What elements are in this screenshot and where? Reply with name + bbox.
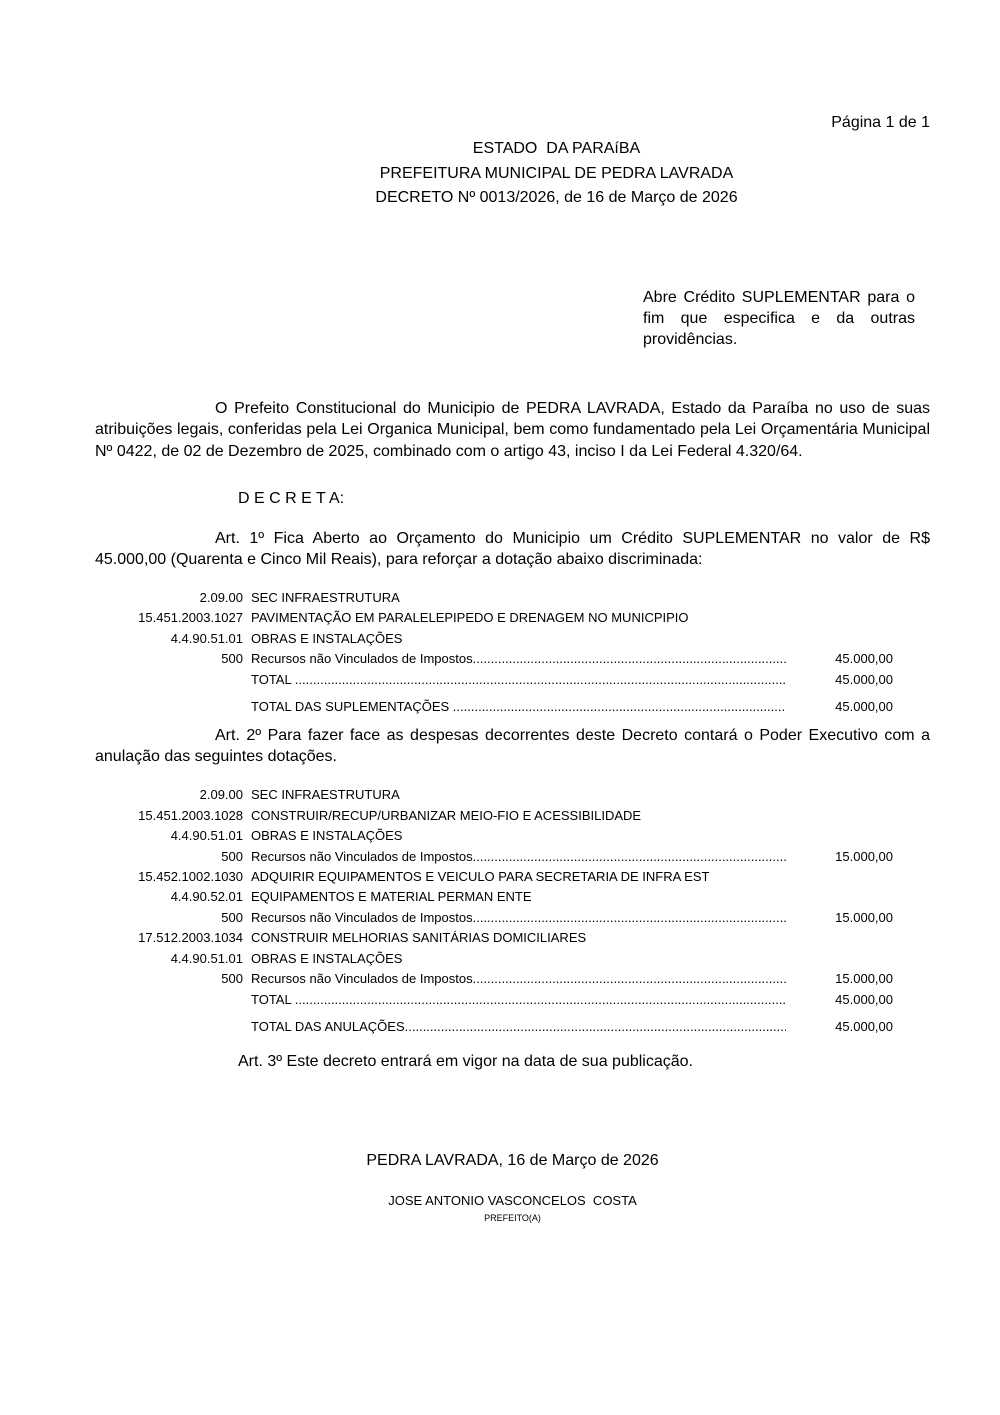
- signer-role: PREFEITO(A): [484, 1213, 541, 1224]
- table-row: [95, 629, 893, 649]
- row-description: Recursos não Vinculados de Impostos: [251, 971, 473, 987]
- row-description: OBRAS E INSTALAÇÕES: [251, 950, 403, 966]
- page-indicator: Página 1 de 1: [831, 114, 930, 131]
- row-value: 15.000,00: [835, 971, 893, 987]
- row-description: Recursos não Vinculados de Impostos: [251, 909, 473, 925]
- row-description: Recursos não Vinculados de Impostos: [251, 651, 473, 667]
- row-description: SEC INFRAESTRUTURA: [251, 590, 400, 605]
- row-value: 45.000,00: [835, 651, 893, 667]
- preamble-paragraph: O Prefeito Constitucional do Municipio de PEDRA LAVRADA, Estado da Paraíba no uso de suas atribuições legais, conferidas pela Lei Organica Municipal, bem como fundamentado pela Lei Orçamentária Municipal Nº 0422, de 02 de Dezembro de 2025, combinado com o artigo 43, inciso I da Lei Federal 4.320/64.: [95, 399, 930, 460]
- table-row: [95, 1017, 893, 1037]
- row-value: 45.000,00: [835, 699, 893, 715]
- table-row: [95, 928, 893, 948]
- row-code: 4.4.90.52.01: [170, 889, 243, 905]
- row-code: 500: [221, 971, 243, 987]
- table-row: [95, 670, 893, 690]
- row-description: TOTAL DAS ANULAÇÕES: [251, 1018, 405, 1034]
- row-description: TOTAL: [251, 671, 295, 687]
- row-code: 500: [221, 909, 243, 925]
- dotted-leader: [405, 1017, 786, 1037]
- row-value: 15.000,00: [835, 848, 893, 864]
- document-header: [183, 137, 930, 211]
- dotted-leader: [295, 990, 786, 1010]
- row-value: 45.000,00: [835, 1018, 893, 1034]
- dotted-leader: [473, 969, 786, 989]
- row-code: 4.4.90.51.01: [170, 950, 243, 966]
- row-value: 45.000,00: [835, 991, 893, 1007]
- header-municipality-line: PREFEITURA MUNICIPAL DE PEDRA LAVRADA: [379, 164, 734, 182]
- table-row: [95, 649, 893, 669]
- row-value: 15.000,00: [835, 909, 893, 925]
- dotted-leader: [473, 649, 786, 669]
- row-description: OBRAS E INSTALAÇÕES: [251, 828, 403, 844]
- row-code: 4.4.90.51.01: [170, 630, 243, 646]
- signer-name: JOSE ANTONIO VASCONCELOS COSTA: [388, 1193, 637, 1209]
- place-date-line: PEDRA LAVRADA, 16 de Março de 2026: [366, 1152, 659, 1170]
- table-row: [95, 847, 893, 867]
- row-description: SEC INFRAESTRUTURA: [251, 787, 400, 803]
- article-3: Art. 3º Este decreto entrará em vigor na data de sua publicação.: [238, 1053, 693, 1071]
- row-description: TOTAL: [251, 991, 295, 1007]
- row-description: ADQUIRIR EQUIPAMENTOS E VEICULO PARA SECRETARIA DE INFRA EST: [251, 869, 710, 885]
- row-value: 45.000,00: [835, 671, 893, 687]
- table-row: [95, 949, 893, 969]
- table-row: [95, 908, 893, 928]
- header-state-line: ESTADO DA PARAíBA: [472, 140, 641, 157]
- table-row: [95, 969, 893, 989]
- table-row: [95, 608, 893, 628]
- table-row: [95, 867, 893, 887]
- table-row: [95, 887, 893, 907]
- row-description: TOTAL DAS SUPLEMENTAÇÕES: [251, 699, 453, 715]
- row-description: Recursos não Vinculados de Impostos: [251, 848, 473, 864]
- decreta-heading: D E C R E T A:: [238, 490, 345, 507]
- article-2: Art. 2º Para fazer face as despesas decorrentes deste Decreto contará o Poder Executivo com a anulação das seguintes dotações.: [95, 727, 930, 766]
- dotted-leader: [295, 670, 786, 690]
- table-row: [95, 697, 893, 717]
- annulment-table: [95, 785, 930, 1037]
- row-code: 15.451.2003.1027: [138, 610, 243, 626]
- row-code: 500: [221, 848, 243, 864]
- decree-summary: Abre Crédito SUPLEMENTAR para o fim que especifica e da outras providências.: [643, 288, 915, 348]
- row-description: CONSTRUIR MELHORIAS SANITÁRIAS DOMICILIARES: [251, 930, 587, 946]
- header-decree-title: DECRETO Nº 0013/2026, de 16 de Março de 2026: [375, 189, 738, 206]
- row-code: 4.4.90.51.01: [170, 828, 243, 844]
- row-code: 2.09.00: [199, 787, 243, 803]
- dotted-leader: [453, 697, 786, 717]
- row-code: 500: [221, 651, 243, 667]
- row-description: CONSTRUIR/RECUP/URBANIZAR MEIO-FIO E ACESSIBILIDADE: [251, 807, 642, 823]
- dotted-leader: [473, 847, 786, 867]
- row-code: 15.452.1002.1030: [138, 869, 243, 885]
- row-description: PAVIMENTAÇÃO EM PARALELEPIPEDO E DRENAGEM NO MUNICPIPIO: [251, 610, 689, 626]
- table-row: [95, 588, 893, 608]
- table-row: [95, 785, 893, 805]
- table-row: [95, 826, 893, 846]
- article-1: Art. 1º Fica Aberto ao Orçamento do Municipio um Crédito SUPLEMENTAR no valor de R$ 45.000,00 (Quarenta e Cinco Mil Reais), para reforçar a dotação abaixo discriminada:: [95, 530, 930, 568]
- table-row: [95, 990, 893, 1010]
- row-code: 15.451.2003.1028: [138, 807, 243, 823]
- dotted-leader: [473, 908, 786, 928]
- row-description: OBRAS E INSTALAÇÕES: [251, 630, 403, 646]
- row-code: 17.512.2003.1034: [138, 930, 243, 946]
- table-row: [95, 806, 893, 826]
- row-description: EQUIPAMENTOS E MATERIAL PERMAN ENTE: [251, 889, 532, 905]
- suplementation-table: [95, 588, 930, 717]
- row-code: 2.09.00: [199, 590, 243, 605]
